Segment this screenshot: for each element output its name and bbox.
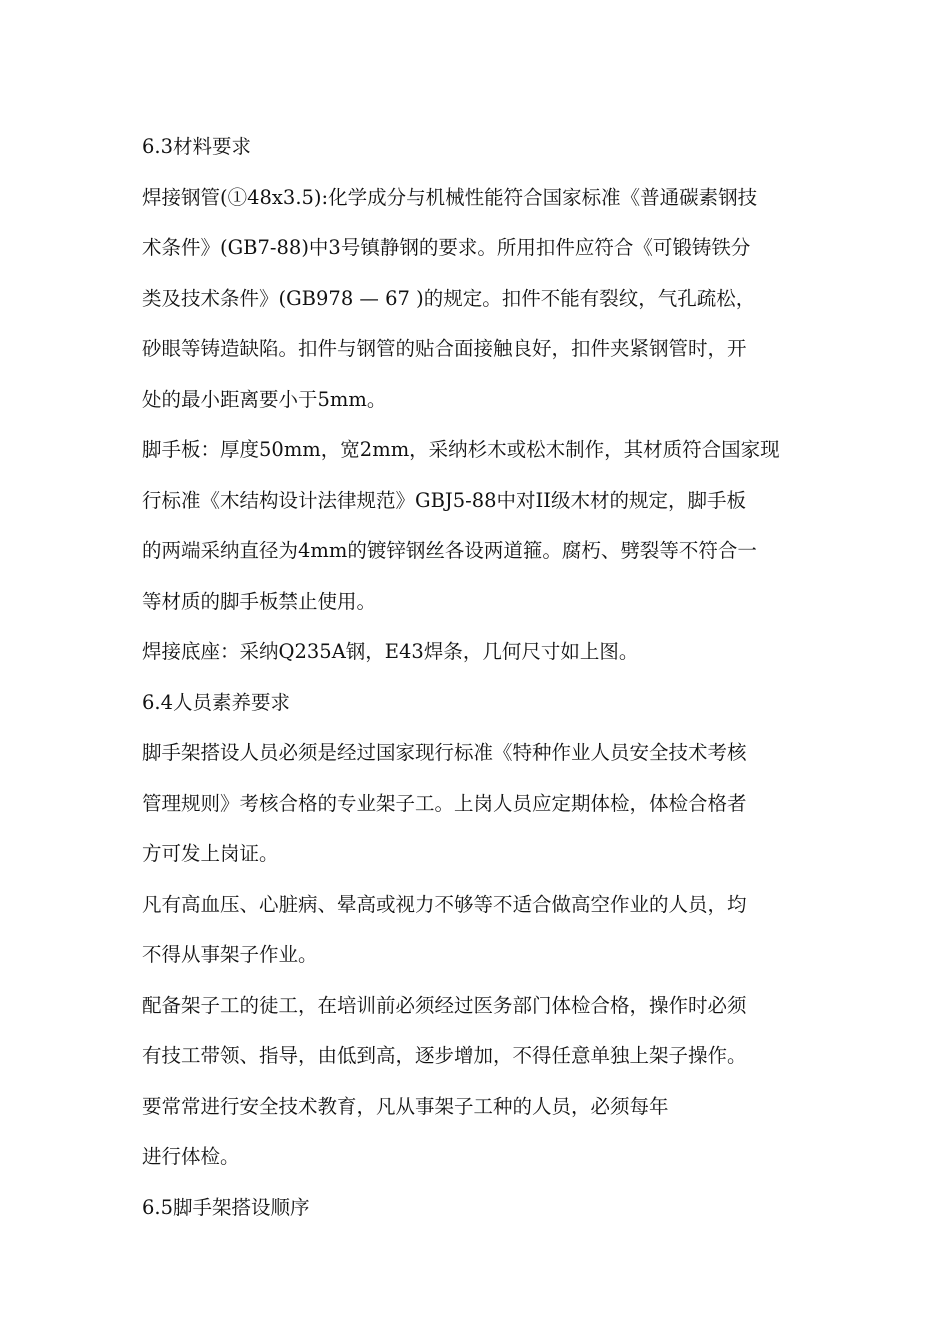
text-line: 脚手架搭设人员必须是经过国家现行标准《特种作业人员安全技术考核 [142,741,747,764]
text-line: 进行体检。 [142,1145,240,1168]
text-line: 砂眼等铸造缺陷。扣件与钢管的贴合面接触良好，扣件夹紧钢管时，开 [142,337,747,360]
text-line: 有技工带领、指导，由低到高，逐步增加，不得任意单独上架子操作。 [142,1044,747,1067]
text-line: 等材质的脚手板禁止使用。 [142,589,377,613]
text-line: 术条件》(GB7-88)中3号镇静钢的要求。所用扣件应符合《可锻铸铁分 [142,236,751,259]
section-heading-6-4: 6.4人员素养要求 [142,690,291,714]
document-body [142,122,832,1233]
text-line: 行标准《木结构设计法律规范》GBJ5-88中对II级木材的规定，脚手板 [142,488,746,512]
text-line: 配备架子工的徒工，在培训前必须经过医务部门体检合格，操作时必须 [142,993,747,1017]
section-heading-6-3: 6.3材料要求 [142,135,252,158]
text-line: 方可发上岗证。 [142,842,279,865]
text-line: 焊接钢管(①48x3.5):化学成分与机械性能符合国家标准《普通碳素钢技 [142,185,758,209]
text-line: 的两端采纳直径为4mm的镀锌钢丝各设两道箍。腐朽、劈裂等不符合一 [142,539,757,562]
text-line: 管理规则》考核合格的专业架子工。上岗人员应定期体检，体检合格者 [142,791,747,815]
text-line: 脚手板：厚度50mm，宽2mm，采纳杉木或松木制作，其材质符合国家现 [142,438,780,461]
text-line: 要常常进行安全技术教育，凡从事架子工种的人员，必须每年 [142,1094,669,1118]
text-line: 焊接底座：采纳Q235A钢，E43焊条，几何尺寸如上图。 [142,640,639,663]
text-line: 处的最小距离要小于5mm。 [142,387,387,411]
text-line: 不得从事架子作业。 [142,943,318,966]
text-line: 类及技术条件》(GB978 — 67 )的规定。扣件不能有裂纹，气孔疏松， [142,286,756,310]
text-line: 凡有高血压、心脏病、晕高或视力不够等不适合做高空作业的人员，均 [142,892,747,916]
section-heading-6-5: 6.5脚手架搭设顺序 [142,1195,310,1219]
